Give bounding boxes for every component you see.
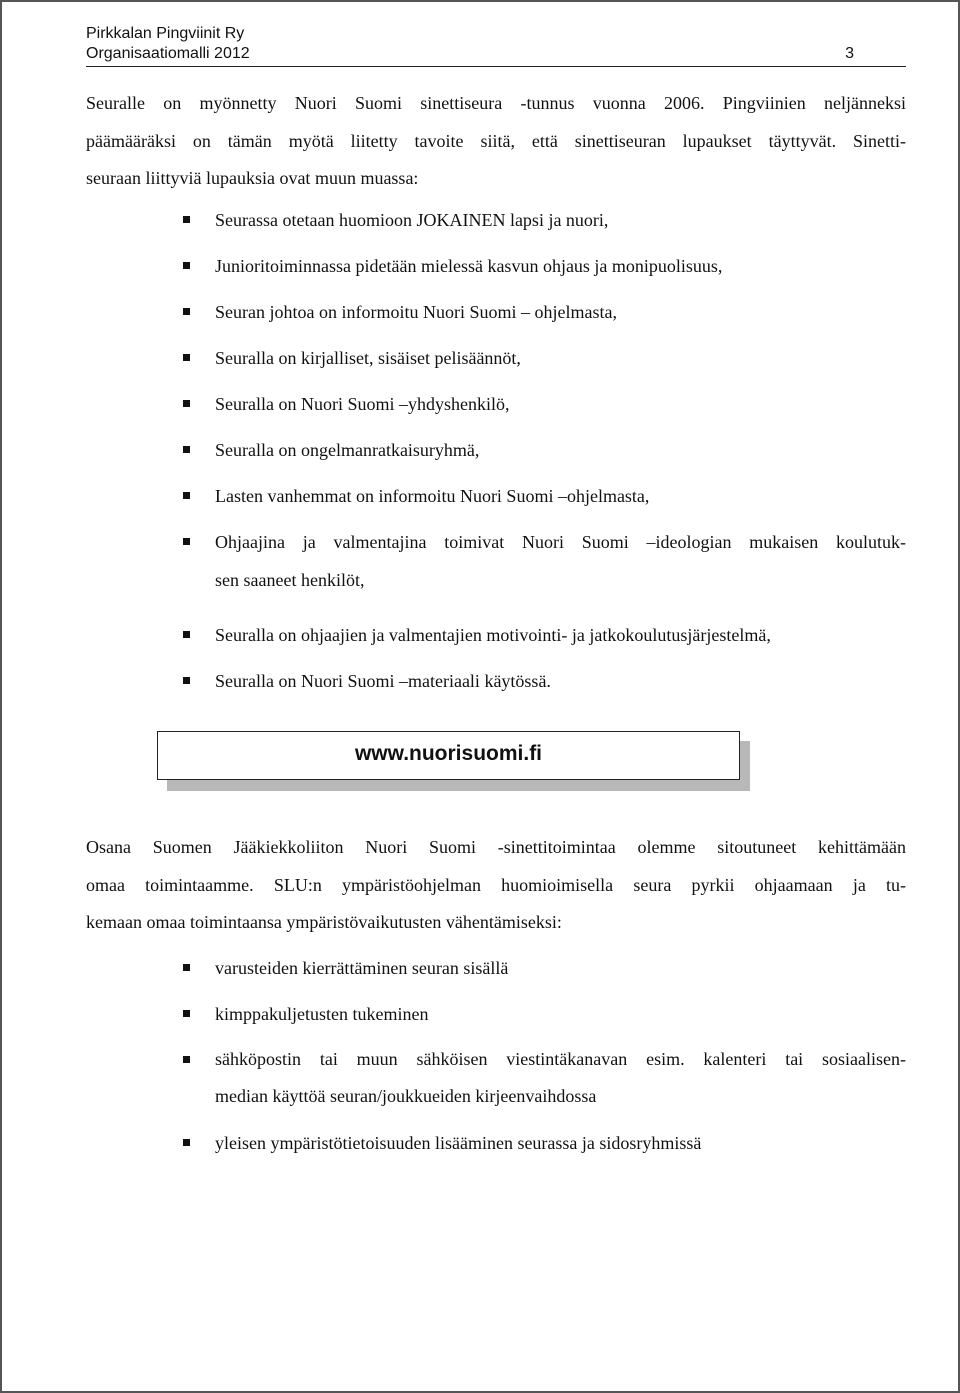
square-bullet-icon [183, 492, 190, 499]
square-bullet-icon [183, 538, 190, 545]
list-item [86, 197, 906, 243]
square-bullet-icon [183, 216, 190, 223]
square-bullet-icon [183, 964, 190, 971]
list-item [86, 335, 906, 381]
paragraph-line: päämääräksi on tämän myötä liitetty tavoite siitä, että sinettiseuran lupaukset täyttyvät. Sinetti- [86, 130, 906, 151]
square-bullet-icon [183, 400, 190, 407]
page-header [86, 24, 906, 67]
environment-actions-list [86, 945, 906, 1166]
list-item-text: Seuralla on Nuori Suomi –yhdyshenkilö, [215, 394, 510, 414]
square-bullet-icon [183, 262, 190, 269]
list-item-text: Seuralla on Nuori Suomi –materiaali käytössä. [215, 671, 551, 691]
environment-paragraph [86, 829, 906, 942]
list-item [86, 991, 906, 1037]
list-item-text: kimppakuljetusten tukeminen [215, 1004, 429, 1024]
document-title: Organisaatiomalli 2012 [86, 45, 250, 62]
list-item-text: median käyttöä seuran/joukkueiden kirjeenvaihdossa [215, 1086, 597, 1106]
paragraph-line: Seuralle on myönnetty Nuori Suomi sinettiseura -tunnus vuonna 2006. Pingviinien neljänneksi [86, 93, 906, 113]
square-bullet-icon [183, 1010, 190, 1017]
page-number: 3 [845, 45, 854, 62]
list-item [86, 612, 906, 658]
nuorisuomi-link[interactable]: www.nuorisuomi.fi [157, 731, 740, 780]
square-bullet-icon [183, 354, 190, 361]
list-item-text: Seurassa otetaan huomioon JOKAINEN lapsi ja nuori, [215, 210, 609, 230]
list-item-text: Ohjaajina ja valmentajina toimivat Nuori Suomi –ideologian mukaisen koulutuk- [215, 532, 906, 552]
list-item [86, 473, 906, 519]
list-item [86, 243, 906, 289]
list-item [86, 519, 906, 612]
list-item [86, 427, 906, 473]
list-item-text: Seuran johtoa on informoitu Nuori Suomi – ohjelmasta, [215, 302, 617, 322]
list-item-text: Seuralla on ongelmanratkaisuryhmä, [215, 440, 480, 460]
organization-name: Pirkkalan Pingviinit Ry [86, 25, 245, 42]
list-item-text: yleisen ympäristötietoisuuden lisääminen seurassa ja sidosryhmissä [215, 1133, 702, 1153]
paragraph-line: seuraan liittyviä lupauksia ovat muun muassa: [86, 168, 419, 188]
paragraph-line: Osana Suomen Jääkiekkoliiton Nuori Suomi -sinettitoimintaa olemme sitoutuneet kehittämään [86, 837, 906, 857]
list-item [86, 945, 906, 991]
intro-paragraph [86, 85, 906, 198]
list-item-text: sähköpostin tai muun sähköisen viestintäkanavan esim. kalenteri tai sosiaalisen- [215, 1049, 906, 1069]
list-item-text: sen saaneet henkilöt, [215, 570, 365, 590]
list-item-text: Lasten vanhemmat on informoitu Nuori Suomi –ohjelmasta, [215, 486, 650, 506]
list-item [86, 658, 906, 704]
list-item-text: Seuralla on ohjaajien ja valmentajien motivointi- ja jatkokoulutusjärjestelmä, [215, 625, 771, 645]
square-bullet-icon [183, 1056, 190, 1063]
square-bullet-icon [183, 1139, 190, 1146]
list-item-text: Seuralla on kirjalliset, sisäiset pelisäännöt, [215, 348, 521, 368]
promises-list [86, 197, 906, 704]
paragraph-line: omaa toimintaamme. SLU:n ympäristöohjelman huomioimisella seura pyrkii ohjaamaan ja tu- [86, 874, 906, 895]
list-item-text: Junioritoiminnassa pidetään mielessä kasvun ohjaus ja monipuolisuus, [215, 256, 723, 276]
list-item [86, 381, 906, 427]
square-bullet-icon [183, 446, 190, 453]
list-item-text: varusteiden kierrättäminen seuran sisällä [215, 958, 509, 978]
square-bullet-icon [183, 308, 190, 315]
paragraph-line: kemaan omaa toimintaansa ympäristövaikutusten vähentämiseksi: [86, 912, 562, 932]
square-bullet-icon [183, 631, 190, 638]
list-item [86, 289, 906, 335]
square-bullet-icon [183, 677, 190, 684]
list-item [86, 1120, 906, 1166]
list-item [86, 1037, 906, 1120]
